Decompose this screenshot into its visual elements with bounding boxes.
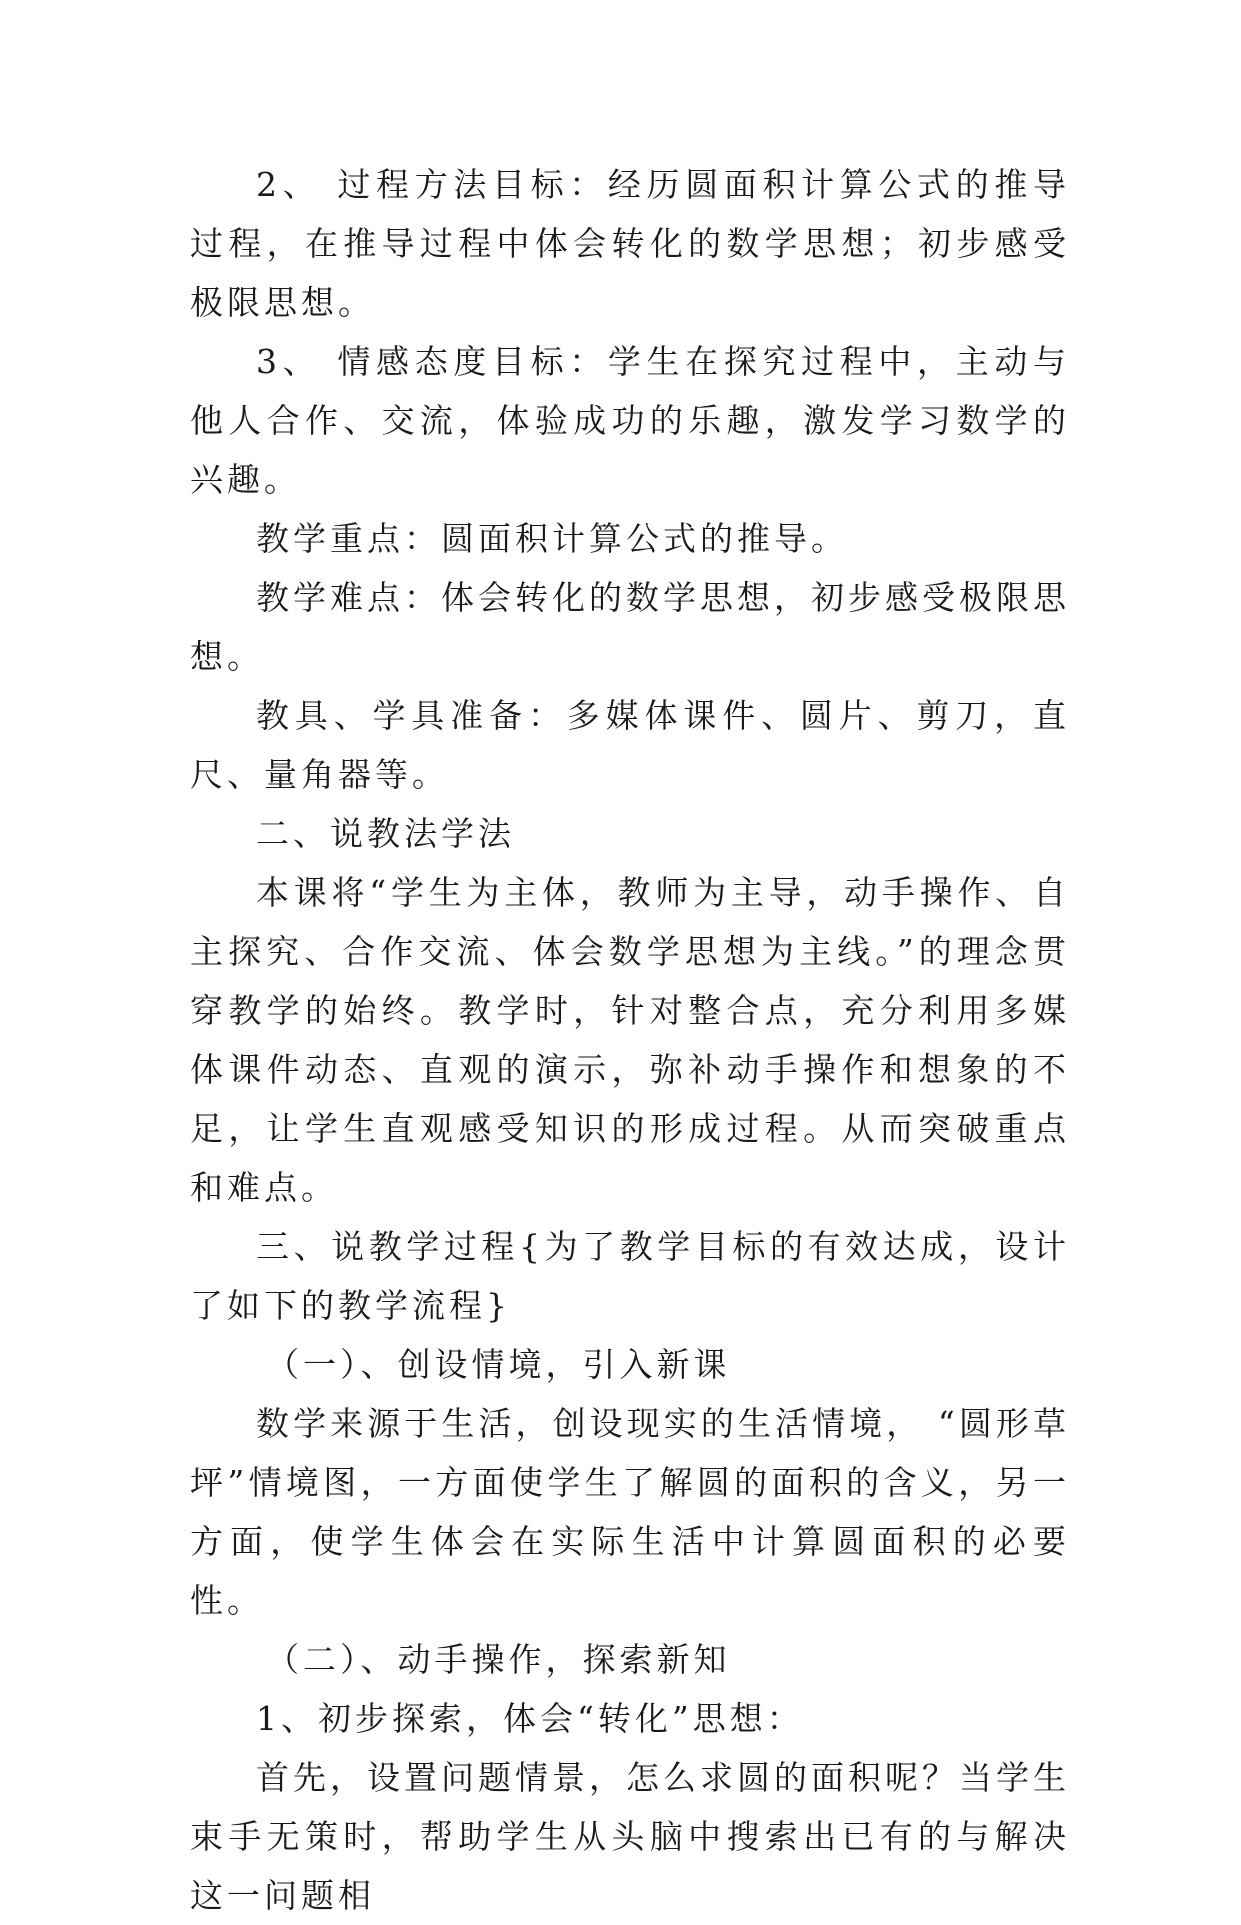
paragraph-teaching-tools: 教具、学具准备：多媒体课件、圆片、剪刀，直尺、量角器等。 bbox=[190, 696, 1070, 794]
paragraph-key-point: 教学重点：圆面积计算公式的推导。 bbox=[256, 519, 848, 558]
document-body bbox=[190, 155, 1070, 1925]
paragraph-explore-body: 首先，设置问题情景，怎么求圆的面积呢？当学生束手无策时，帮助学生从头脑中搜索出已有的与解决这一问题相 bbox=[190, 1758, 1070, 1915]
section-heading-methods: 二、说教法学法 bbox=[256, 814, 515, 853]
subsection-heading-step-two: （二）、动手操作，探索新知 bbox=[266, 1640, 731, 1679]
paragraph-methods: 本课将“学生为主体，教师为主导，动手操作、自主探究、合作交流、体会数学思想为主线。”的理念贯穿教学的始终。教学时，针对整合点，充分利用多媒体课件动态、直观的演示，弥补动手操作和想象的不足，让学生直观感受知识的形成过程。从而突破重点和难点。 bbox=[190, 873, 1070, 1207]
paragraph-emotion-goal: 3、 情感态度目标：学生在探究过程中，主动与他人合作、交流，体验成功的乐趣，激发学习数学的兴趣。 bbox=[190, 342, 1070, 499]
paragraph-explore-heading: 1、初步探索，体会“转化”思想： bbox=[256, 1699, 804, 1738]
section-heading-process: 三、说教学过程{为了教学目标的有效达成，设计了如下的教学流程} bbox=[190, 1227, 1070, 1325]
paragraph-difficult-point: 教学难点：体会转化的数学思想，初步感受极限思想。 bbox=[190, 578, 1070, 676]
paragraph-process-goal: 2、 过程方法目标：经历圆面积计算公式的推导过程，在推导过程中体会转化的数学思想；初步感受极限思想。 bbox=[190, 165, 1070, 322]
paragraph-step-one: 数学来源于生活，创设现实的生活情境， “圆形草坪”情境图，一方面使学生了解圆的面积的含义，另一方面，使学生体会在实际生活中计算圆面积的必要性。 bbox=[190, 1404, 1070, 1620]
subsection-heading-step-one: （一）、创设情境，引入新课 bbox=[266, 1345, 731, 1384]
